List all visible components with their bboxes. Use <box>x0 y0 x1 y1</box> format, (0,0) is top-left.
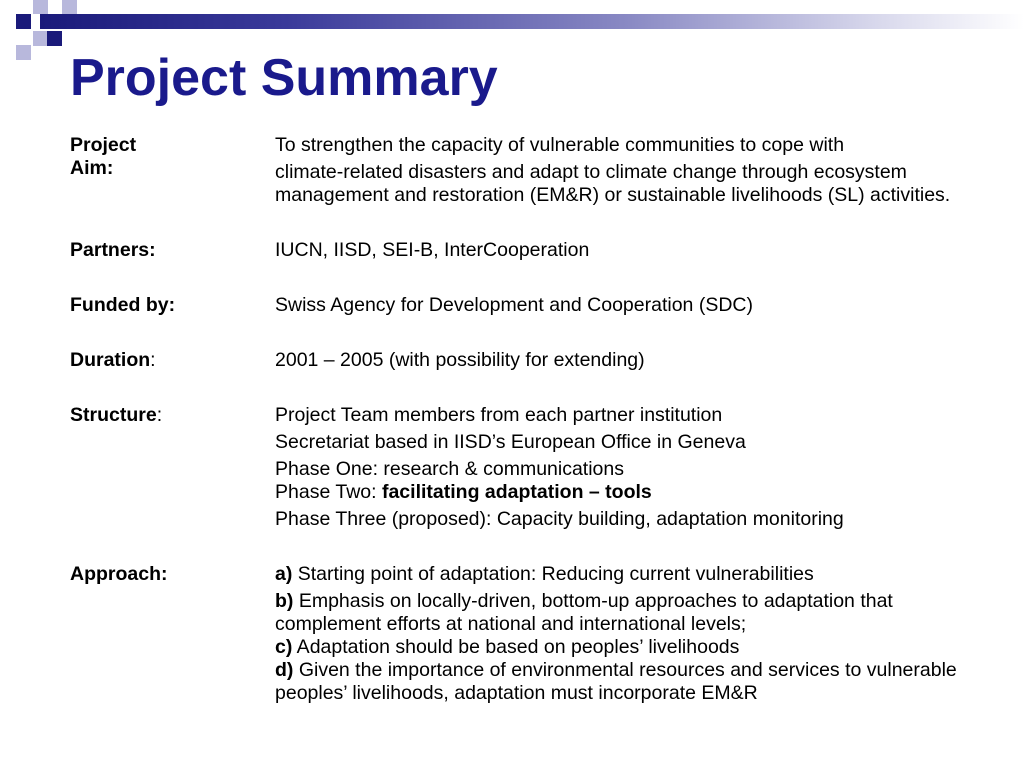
funded-row <box>70 294 990 317</box>
decor-square-dark-2 <box>47 31 62 46</box>
approach-value <box>275 563 990 705</box>
partners-value: IUCN, IISD, SEI-B, InterCooperation <box>275 239 590 261</box>
structure-item-1: Project Team members from each partner institution <box>275 404 723 426</box>
aim-label-line1: Project <box>70 134 137 156</box>
decor-square-light-1 <box>33 0 48 14</box>
aim-line2: climate-related disasters and adapt to climate change through ecosystem management and restoration (EM&R) or sustainable livelihoods (SL) activities. <box>275 161 951 206</box>
approach-c-text: Adaptation should be based on peoples’ livelihoods <box>292 636 740 658</box>
aim-value <box>275 134 990 207</box>
approach-b-label: b) <box>275 590 294 612</box>
approach-item-c <box>275 636 990 659</box>
header-gradient-bar <box>40 14 1024 29</box>
page-title: Project Summary <box>70 49 498 107</box>
decor-square-light-3 <box>33 31 48 46</box>
structure-item-4-prefix: Phase Two: <box>275 481 382 503</box>
decor-square-light-2 <box>62 0 77 14</box>
approach-label: Approach: <box>70 563 168 585</box>
approach-row <box>70 563 990 705</box>
duration-row <box>70 349 990 372</box>
funded-label: Funded by: <box>70 294 176 316</box>
aim-label-line2: Aim: <box>70 157 114 179</box>
structure-item-2: Secretariat based in IISD’s European Office in Geneva <box>275 431 746 453</box>
duration-label-text: Duration <box>70 349 151 371</box>
structure-label-text: Structure <box>70 404 157 426</box>
duration-label-colon: : <box>150 349 156 371</box>
approach-item-a <box>275 563 990 586</box>
aim-row <box>70 134 990 207</box>
partners-row <box>70 239 990 262</box>
duration-label <box>70 349 275 372</box>
decor-square-dark-1 <box>16 14 31 29</box>
structure-value <box>275 404 990 531</box>
duration-value: 2001 – 2005 (with possibility for extending) <box>275 349 645 371</box>
approach-d-label: d) <box>275 659 294 681</box>
funded-value: Swiss Agency for Development and Cooperation (SDC) <box>275 294 753 316</box>
aim-label <box>70 134 275 207</box>
approach-c-label: c) <box>275 636 293 658</box>
aim-line1: To strengthen the capacity of vulnerable communities to cope with <box>275 134 845 156</box>
partners-label: Partners: <box>70 239 156 261</box>
approach-item-d <box>275 659 990 705</box>
structure-item-4 <box>275 481 990 504</box>
structure-item-3: Phase One: research & communications <box>275 458 625 480</box>
approach-d-text: Given the importance of environmental resources and services to vulnerable peoples’ livelihoods, adaptation must incorporate EM&R <box>275 659 957 704</box>
structure-label-colon: : <box>156 404 163 426</box>
structure-label <box>70 404 275 531</box>
decor-square-light-4 <box>16 45 31 60</box>
approach-a-label: a) <box>275 563 293 585</box>
summary-content <box>70 134 990 705</box>
approach-item-b <box>275 590 990 636</box>
structure-item-4-bold: facilitating adaptation – tools <box>381 481 652 503</box>
approach-a-text: Starting point of adaptation: Reducing current vulnerabilities <box>292 563 814 585</box>
structure-row <box>70 404 990 531</box>
structure-item-5: Phase Three (proposed): Capacity building, adaptation monitoring <box>275 508 844 530</box>
approach-b-text: Emphasis on locally-driven, bottom-up approaches to adaptation that complement efforts at national and international levels; <box>275 590 893 635</box>
